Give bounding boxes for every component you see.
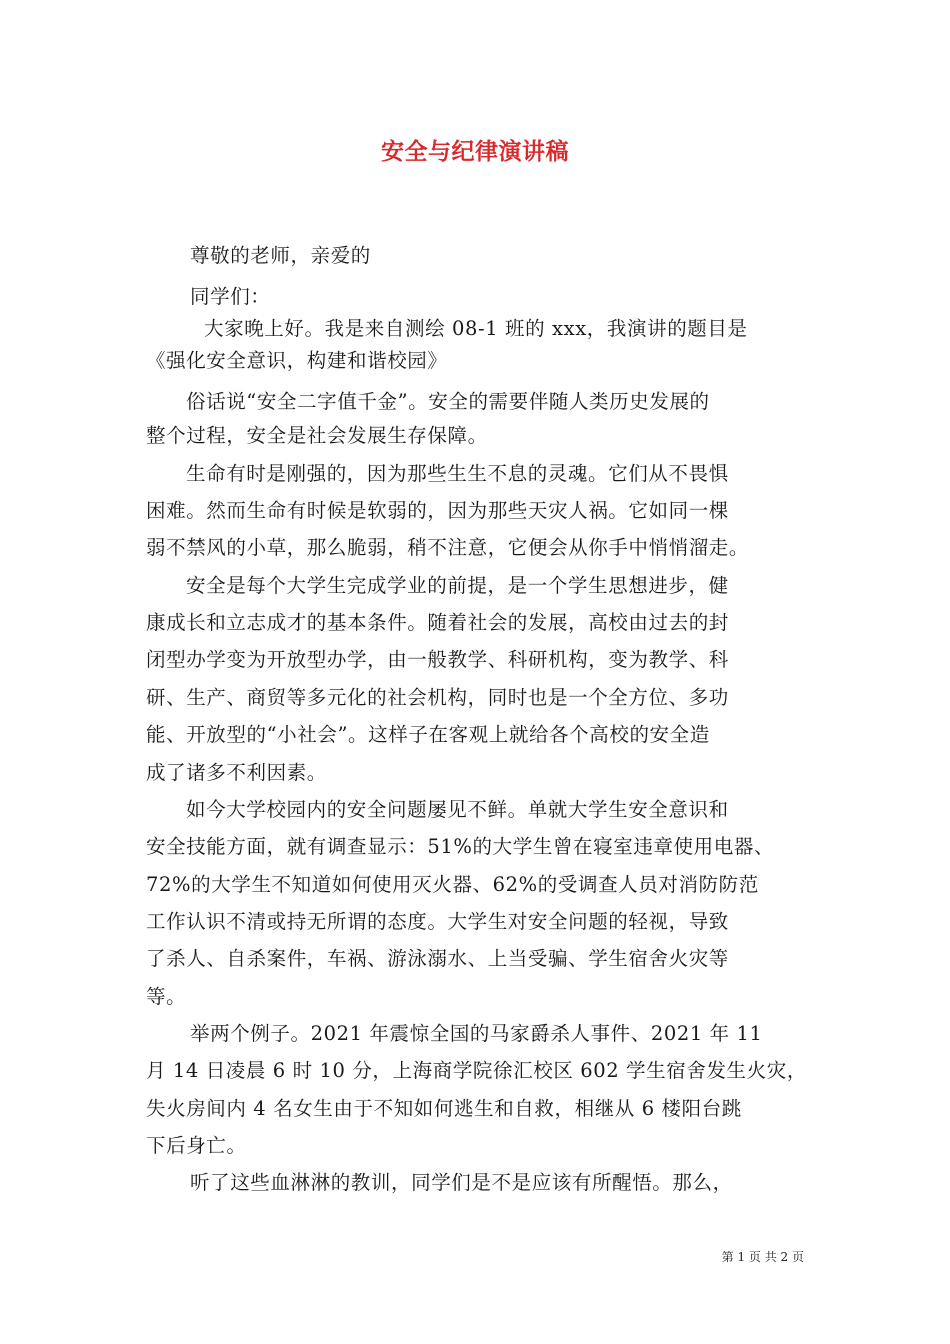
paragraph-line: 整个过程，安全是社会发展生存保障。: [146, 424, 488, 447]
paragraph-line: 康成长和立志成才的基本条件。随着社会的发展，高校由过去的封: [146, 611, 729, 634]
paragraph-line: 听了这些血淋淋的教训，同学们是不是应该有所醒悟。那么，: [190, 1171, 733, 1194]
paragraph-line: 能、开放型的“小社会”。这样子在客观上就给各个高校的安全造: [146, 723, 710, 746]
paragraph-line: 尊敬的老师，亲爱的: [190, 244, 371, 267]
paragraph-line: 下后身亡。: [146, 1134, 247, 1157]
paragraph-line: 俗话说“安全二字值千金”。安全的需要伴随人类历史发展的: [186, 390, 710, 413]
paragraph-line: 如今大学校园内的安全问题屡见不鲜。单就大学生安全意识和: [186, 798, 729, 821]
paragraph-line: 72%的大学生不知道如何使用灭火器、62%的受调查人员对消防防范: [146, 873, 759, 896]
paragraph-line: 生命有时是刚强的，因为那些生生不息的灵魂。它们从不畏惧: [186, 462, 729, 485]
paragraph-line: 举两个例子。2021 年震惊全国的马家爵杀人事件、2021 年 11: [190, 1022, 763, 1045]
paragraph-line: 了杀人、自杀案件，车祸、游泳溺水、上当受骗、学生宿舍火灾等: [146, 947, 729, 970]
document-title: 安全与纪律演讲稿: [381, 138, 569, 165]
paragraph-line: 工作认识不清或持无所谓的态度。大学生对安全问题的轻视，导致: [146, 910, 729, 933]
page-number: 第 1 页 共 2 页: [721, 1250, 804, 1264]
paragraph-line: 研、生产、商贸等多元化的社会机构，同时也是一个全方位、多功: [146, 686, 729, 709]
paragraph-line: 月 14 日凌晨 6 时 10 分，上海商学院徐汇校区 602 学生宿舍发生火灾，: [146, 1059, 807, 1082]
paragraph-line: 《强化安全意识，构建和谐校园》: [146, 349, 448, 372]
paragraph-line: 困难。然而生命有时候是软弱的，因为那些天灾人祸。它如同一棵: [146, 499, 729, 522]
paragraph-line: 大家晚上好。我是来自测绘 08-1 班的 xxx，我演讲的题目是: [204, 317, 748, 340]
paragraph-line: 同学们：: [190, 285, 271, 308]
paragraph-line: 弱不禁风的小草，那么脆弱，稍不注意，它便会从你手中悄悄溜走。: [146, 536, 750, 559]
paragraph-line: 失火房间内 4 名女生由于不知如何逃生和自救，相继从 6 楼阳台跳: [146, 1097, 742, 1120]
paragraph-line: 成了诸多不利因素。: [146, 761, 327, 784]
paragraph-line: 闭型办学变为开放型办学，由一般教学、科研机构，变为教学、科: [146, 648, 729, 671]
paragraph-line: 安全技能方面，就有调查显示：51%的大学生曾在寝室违章使用电器、: [146, 835, 775, 858]
paragraph-line: 等。: [146, 985, 187, 1008]
paragraph-line: 安全是每个大学生完成学业的前提，是一个学生思想进步，健: [186, 574, 729, 597]
